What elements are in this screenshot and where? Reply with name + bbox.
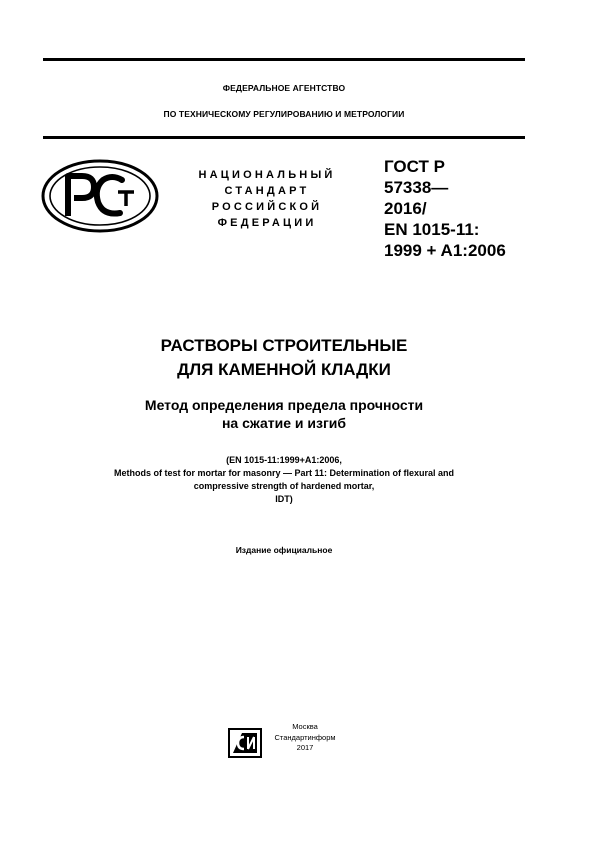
standard-designation [384, 156, 506, 261]
subtitle-line: Метод определения предела прочности [144, 397, 424, 413]
publisher-name: Стандартинформ [274, 732, 336, 742]
en-reference-line: IDT) [275, 494, 293, 504]
publisher-city: Москва [292, 722, 318, 731]
national-standard-label [172, 167, 362, 231]
title-line: РАСТВОРЫ СТРОИТЕЛЬНЫЕ [160, 336, 408, 355]
en-reference [43, 454, 525, 506]
national-standard-line: РОССИЙСКОЙ [211, 201, 323, 213]
subtitle-line: на сжатие и изгиб [221, 415, 347, 431]
en-reference-line: Methods of test for mortar for masonry — Part 11: Determination of flexural and [113, 468, 455, 478]
document-subtitle [43, 396, 525, 432]
agency-name-line-1: ФЕДЕРАЛЬНОЕ АГЕНТСТВО [222, 83, 346, 93]
standartinform-logo-icon [228, 728, 262, 758]
designation-line: 2016/ [384, 199, 427, 218]
national-standard-line: НАЦИОНАЛЬНЫЙ [198, 169, 336, 181]
publisher-year: 2017 [296, 743, 314, 752]
middle-rule [43, 136, 525, 139]
designation-line: EN 1015-11: [384, 220, 480, 239]
agency-name-line-2: ПО ТЕХНИЧЕСКОМУ РЕГУЛИРОВАНИЮ И МЕТРОЛОГИИ [163, 109, 405, 119]
designation-line: 57338— [384, 178, 449, 197]
national-standard-line: СТАНДАРТ [224, 185, 310, 197]
edition-label: Издание официальное [235, 545, 333, 555]
designation-line: ГОСТ Р [384, 157, 445, 176]
title-line: ДЛЯ КАМЕННОЙ КЛАДКИ [177, 360, 391, 379]
en-reference-line: (EN 1015-11:1999+A1:2006, [226, 455, 342, 465]
publisher-block [228, 722, 368, 764]
publisher-text [264, 722, 346, 754]
en-reference-line: compressive strength of hardened mortar, [193, 481, 375, 491]
national-standard-line: ФЕДЕРАЦИИ [217, 217, 317, 229]
rst-certification-mark-icon [40, 158, 160, 234]
top-rule [43, 58, 525, 61]
designation-line: 1999 + A1:2006 [384, 241, 506, 260]
document-title [43, 334, 525, 382]
